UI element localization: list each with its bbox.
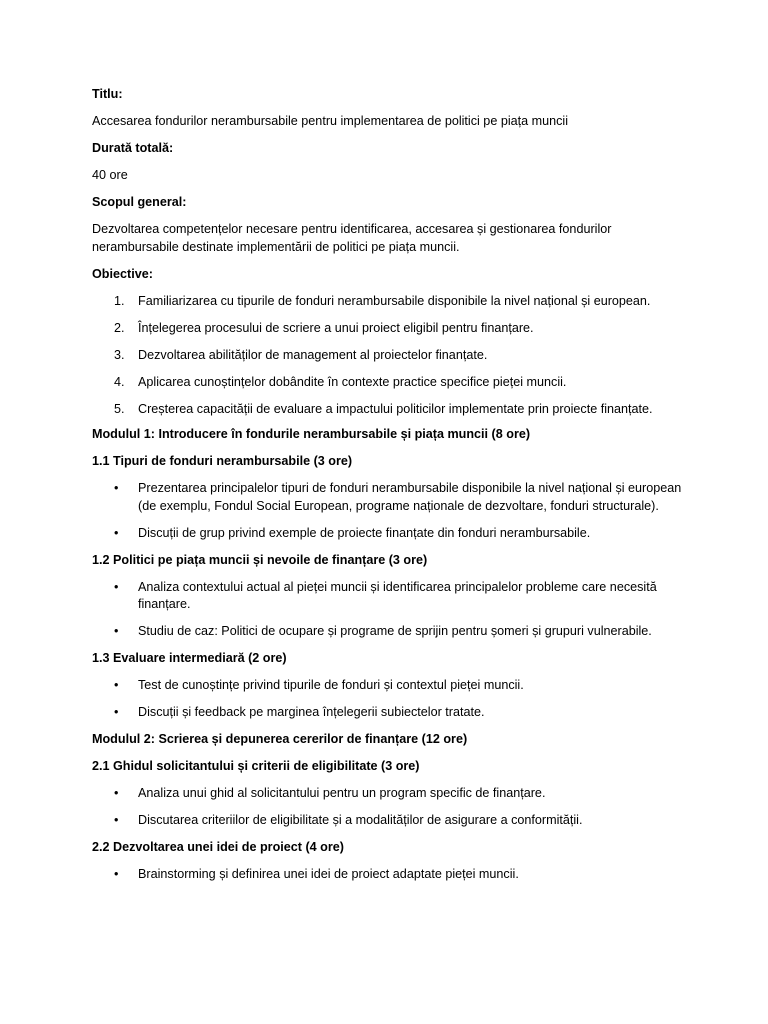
goal-label: Scopul general: xyxy=(92,195,187,209)
list-item-text: Studiu de caz: Politici de ocupare și programe de sprijin pentru șomeri și grupuri vulnerabile. xyxy=(138,624,652,638)
bullet-icon: • xyxy=(114,525,119,540)
section-1-1-list xyxy=(92,480,682,542)
goal-value: Dezvoltarea competențelor necesare pentru identificarea, accesarea și gestionarea fondurilor nerambursabile destinate implementării de politici pe piața muncii. xyxy=(92,222,612,254)
list-item xyxy=(92,374,682,392)
list-number: 4. xyxy=(114,374,125,389)
duration-value: 40 ore xyxy=(92,168,128,182)
section-2-2-heading: 2.2 Dezvoltarea unei idei de proiect (4 ore) xyxy=(92,840,344,854)
bullet-icon: • xyxy=(114,867,119,881)
list-item xyxy=(92,812,682,830)
list-item-text: Creșterea capacității de evaluare a impactului politicilor implementate prin proiecte finanțate. xyxy=(138,401,653,416)
list-item-text: Analiza contextului actual al pieței muncii și identificarea principalelor probleme care necesită finanțare. xyxy=(138,579,657,611)
bullet-icon: • xyxy=(114,624,119,638)
list-item-text: Brainstorming și definirea unei idei de proiect adaptate pieței muncii. xyxy=(138,867,519,881)
list-number: 3. xyxy=(114,347,125,362)
section-2-1-heading: 2.1 Ghidul solicitantului și criterii de eligibilitate (3 ore) xyxy=(92,759,420,773)
document-body xyxy=(92,86,682,893)
bullet-icon: • xyxy=(114,579,119,594)
title-value: Accesarea fondurilor nerambursabile pentru implementarea de politici pe piața muncii xyxy=(92,114,569,128)
objectives-label: Obiective: xyxy=(92,266,153,281)
list-item xyxy=(92,347,682,365)
list-number: 5. xyxy=(114,401,125,416)
section-1-2-heading: 1.2 Politici pe piața muncii și nevoile de finanțare (3 ore) xyxy=(92,552,428,567)
list-item xyxy=(92,320,682,338)
list-item-text: Prezentarea principalelor tipuri de fonduri nerambursabile disponibile la nivel național și european (de exemplu, Fondul Social European, programe naționale de dezvoltare, fonduri structurale). xyxy=(138,481,682,513)
list-item-text: Discuții de grup privind exemple de proiecte finanțate din fonduri nerambursabile. xyxy=(138,525,591,540)
module-2-heading: Modulul 2: Scrierea și depunerea cererilor de finanțare (12 ore) xyxy=(92,732,468,746)
list-item-text: Discutarea criteriilor de eligibilitate și a modalităților de asigurare a conformității. xyxy=(138,813,583,827)
list-item xyxy=(92,579,682,614)
list-item xyxy=(92,480,682,515)
list-item-text: Familiarizarea cu tipurile de fonduri nerambursabile disponibile la nivel național și european. xyxy=(138,293,651,308)
list-item xyxy=(92,293,682,311)
list-item xyxy=(92,677,682,695)
list-item xyxy=(92,623,682,641)
section-2-2-list xyxy=(92,866,682,884)
section-1-2-list xyxy=(92,579,682,641)
list-item xyxy=(92,401,682,419)
list-number: 2. xyxy=(114,320,125,335)
list-item-text: Test de cunoștințe privind tipurile de fonduri și contextul pieței muncii. xyxy=(138,678,524,692)
bullet-icon: • xyxy=(114,481,119,495)
list-item-text: Aplicarea cunoștințelor dobândite în contexte practice specifice pieței muncii. xyxy=(138,374,567,389)
list-item xyxy=(92,785,682,803)
bullet-icon: • xyxy=(114,786,119,800)
list-item-text: Analiza unui ghid al solicitantului pentru un program specific de finanțare. xyxy=(138,786,546,800)
section-1-3-list xyxy=(92,677,682,722)
list-item-text: Înțelegerea procesului de scriere a unui proiect eligibil pentru finanțare. xyxy=(138,320,534,335)
module-1-heading: Modulul 1: Introducere în fondurile nerambursabile și piața muncii (8 ore) xyxy=(92,427,531,441)
list-item xyxy=(92,866,682,884)
bullet-icon: • xyxy=(114,705,119,719)
list-item-text: Dezvoltarea abilităților de management al proiectelor finanțate. xyxy=(138,347,488,362)
section-1-1-heading: 1.1 Tipuri de fonduri nerambursabile (3 ore) xyxy=(92,454,353,468)
list-number: 1. xyxy=(114,293,125,308)
bullet-icon: • xyxy=(114,813,119,827)
title-label: Titlu: xyxy=(92,87,123,101)
section-1-3-heading: 1.3 Evaluare intermediară (2 ore) xyxy=(92,651,287,665)
list-item xyxy=(92,704,682,722)
objectives-list xyxy=(92,293,682,419)
duration-label: Durată totală: xyxy=(92,141,174,155)
list-item xyxy=(92,525,682,543)
list-item-text: Discuții și feedback pe marginea înțelegerii subiectelor tratate. xyxy=(138,705,485,719)
section-2-1-list xyxy=(92,785,682,830)
bullet-icon: • xyxy=(114,678,119,692)
